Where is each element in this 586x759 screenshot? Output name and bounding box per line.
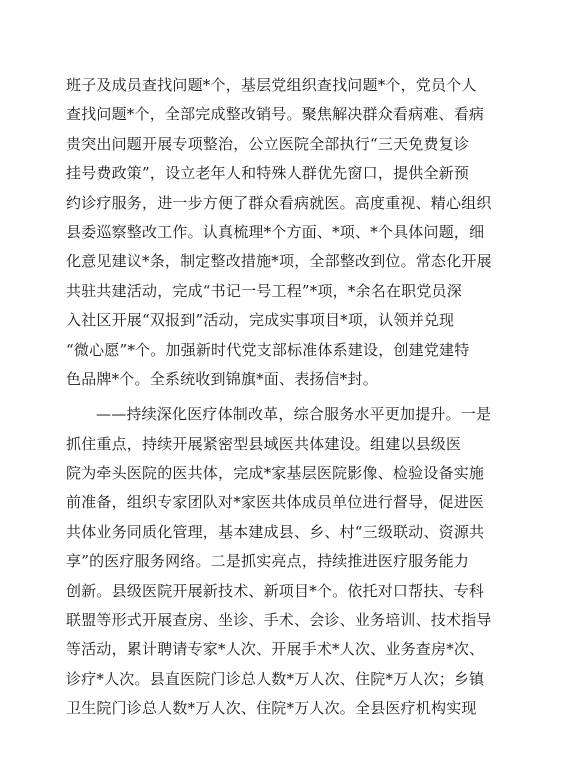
text-line: 享”的医疗服务网络。二是抓实亮点，持续推进医疗服务能力 bbox=[66, 552, 470, 571]
text-line: “微心愿”*个。加强新时代党支部标准体系建设，创建党建特 bbox=[66, 340, 470, 359]
text-line: 共驻共建活动，完成“书记一号工程”*项，*余名在职党员深 bbox=[66, 281, 462, 300]
text-line: 卫生院门诊总人数*万人次、住院*万人次。全县医疗机构实现 bbox=[66, 699, 477, 718]
text-line: 色品牌*个。全系统收到锦旗*面、表扬信*封。 bbox=[66, 369, 378, 388]
text-line: 创新。县级医院开展新技术、新项目*个。依托对口帮扶、专科 bbox=[66, 581, 485, 600]
text-line: 县委巡察整改工作。认真梳理*个方面、*项、*个具体问题，细 bbox=[66, 222, 485, 241]
text-line: ——持续深化医疗体制改革，综合服务水平更加提升。一是 bbox=[96, 405, 492, 424]
text-line: 联盟等形式开展查房、坐诊、手术、会诊、业务培训、技术指导 bbox=[66, 611, 492, 630]
text-line: 贵突出问题开展专项整治，公立医院全部执行“三天免费复诊 bbox=[66, 134, 470, 153]
text-line: 约诊疗服务，进一步方便了群众看病就医。高度重视、精心组织 bbox=[66, 193, 492, 212]
text-line: 查找问题*个，全部完成整改销号。聚焦解决群众看病难、看病 bbox=[66, 105, 485, 124]
paragraph-1 bbox=[66, 71, 528, 394]
text-line: 化意见建议*条，制定整改措施*项，全部整改到位。常态化开展 bbox=[66, 252, 492, 271]
text-line: 等活动，累计聘请专家*人次、开展手术*人次、业务查房*次、 bbox=[66, 640, 485, 659]
text-line: 共体业务同质化管理，基本建成县、乡、村“三级联动、资源共 bbox=[66, 522, 485, 541]
text-line: 院为牵头医院的医共体，完成*家基层医院影像、检验设备实施 bbox=[66, 464, 485, 483]
text-line: 入社区开展“双报到”活动，完成实事项目*项，认领并兑现 bbox=[66, 311, 455, 330]
text-line: 抓住重点，持续开展紧密型县域医共体建设。组建以县级医 bbox=[66, 434, 462, 453]
text-line: 前准备，组织专家团队对*家医共体成员单位进行督导，促进医 bbox=[66, 493, 485, 512]
body-text bbox=[66, 71, 528, 724]
text-line: 班子及成员查找问题*个，基层党组织查找问题*个，党员个人 bbox=[66, 76, 477, 94]
paragraph-2 bbox=[66, 400, 528, 723]
text-line: 诊疗*人次。县直医院门诊总人数*万人次、住院*万人次；乡镇 bbox=[66, 669, 485, 688]
text-line: 挂号费政策”，设立老年人和特殊人群优先窗口，提供全新预 bbox=[66, 164, 470, 183]
